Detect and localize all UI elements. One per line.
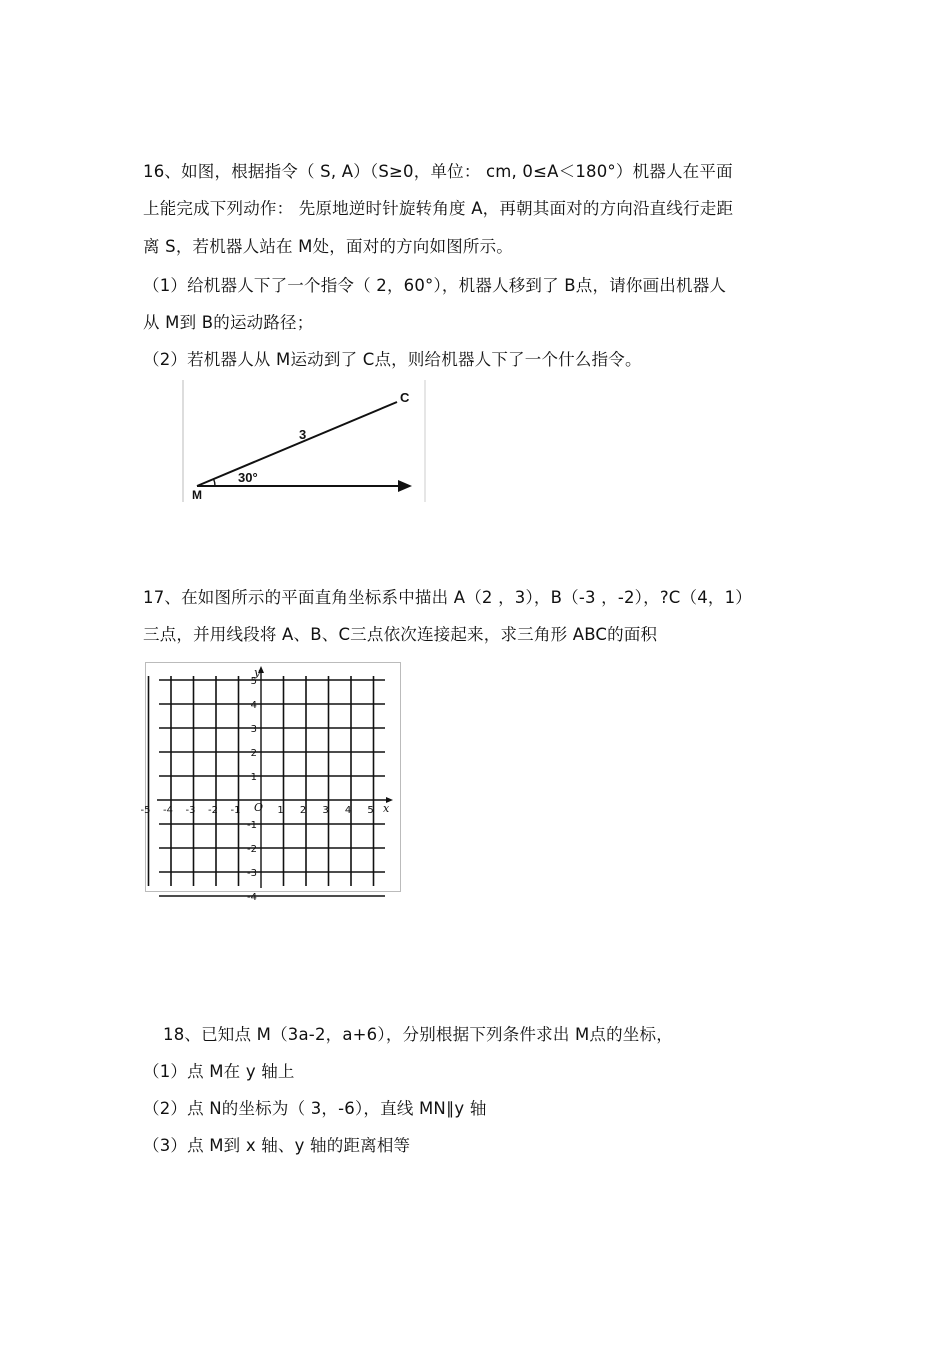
problem-16-line-2: 上能完成下列动作： 先原地逆时针旋转角度 A，再朝其面对的方向沿直线行走距: [143, 199, 734, 218]
problem-16-line-4: （1）给机器人下了一个指令（ 2，60°），机器人移到了 B点，请你画出机器人: [143, 276, 727, 295]
y-tick-label: 5: [250, 676, 257, 687]
robot-direction-figure: [182, 380, 426, 502]
x-tick-label: -4: [163, 805, 173, 816]
point-m-label: M: [192, 488, 202, 502]
problem-16-line-1: 16、如图，根据指令（ S, A）（S≥0，单位： cm, 0≤A＜180°）机器人在平面: [143, 162, 733, 181]
x-axis-label: x: [383, 802, 390, 815]
problem-16-line-3: 离 S，若机器人站在 M处，面对的方向如图所示。: [143, 237, 513, 256]
problem-18-line-1: 18、已知点 M（3a-2，a+6），分别根据下列条件求出 M点的坐标，: [163, 1025, 673, 1044]
y-tick-label: -3: [247, 868, 257, 879]
y-tick-label: -4: [247, 892, 257, 903]
x-tick-label: 2: [299, 805, 307, 816]
problem-18-line-3: （2）点 N的坐标为（ 3，-6），直线 MN∥y 轴: [143, 1099, 487, 1118]
origin-label: O: [254, 801, 264, 814]
problem-16-line-5: 从 M到 B的运动路径；: [143, 313, 314, 332]
point-c-label: C: [400, 390, 410, 405]
y-tick-label: 4: [250, 700, 257, 711]
y-tick-label: 2: [250, 748, 257, 759]
angle-label: 30°: [238, 470, 258, 485]
problem-18-line-2: （1）点 M在 y 轴上: [143, 1062, 295, 1081]
problem-18-line-4: （3）点 M到 x 轴、y 轴的距离相等: [143, 1136, 411, 1155]
y-tick-label: -1: [247, 820, 257, 831]
angle-arc: [214, 479, 215, 486]
x-tick-label: -5: [140, 805, 151, 816]
y-axis-label: y: [254, 666, 261, 679]
x-tick-label: 4: [344, 805, 352, 816]
problem-16-line-6: （2）若机器人从 M运动到了 C点，则给机器人下了一个什么指令。: [143, 350, 642, 369]
problem-17-line-2: 三点，并用线段将 A、B、C三点依次连接起来，求三角形 ABC的面积: [143, 625, 658, 644]
segment-mc: [197, 402, 397, 486]
problem-17-line-1: 17、在如图所示的平面直角坐标系中描出 A（2 ，3），B（-3 ，-2），?C（4，1）: [143, 588, 753, 607]
x-tick-label: -1: [230, 805, 241, 816]
coordinate-grid-figure: [140, 662, 401, 903]
y-tick-label: 1: [250, 772, 257, 783]
x-tick-label: 5: [367, 805, 374, 816]
y-tick-label: -2: [247, 844, 257, 855]
x-tick-label: -2: [208, 805, 218, 816]
x-tick-label: -3: [185, 805, 196, 816]
x-tick-label: 3: [322, 805, 329, 816]
y-tick-label: 3: [250, 724, 257, 735]
x-tick-label: 1: [277, 805, 284, 816]
length-label: 3: [299, 427, 307, 442]
arrowhead: [398, 480, 412, 492]
